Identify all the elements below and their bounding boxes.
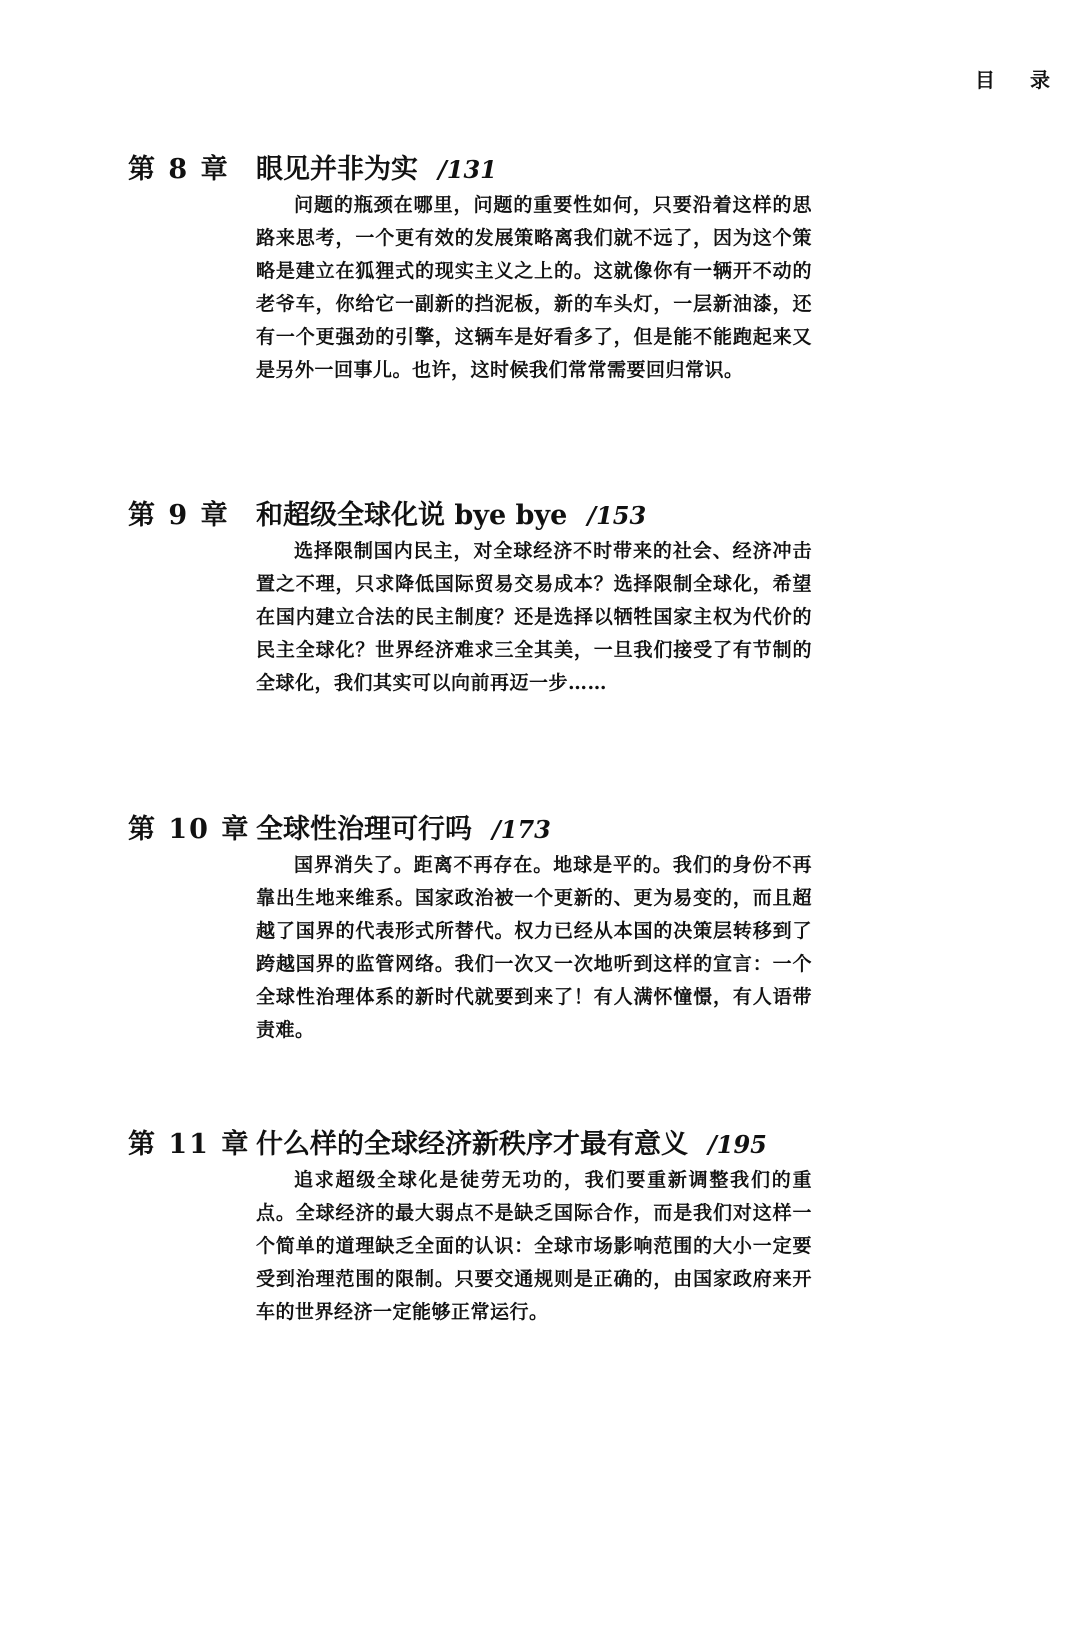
chapter-title-line <box>256 1122 767 1161</box>
chapter-page-number: /131 <box>438 155 497 184</box>
chapter-summary: 选择限制国内民主，对全球经济不时带来的社会、经济冲击置之不理，只求降低国际贸易交易成本？选择限制全球化，希望在国内建立合法的民主制度？还是选择以牺牲国家主权为代价的民主全球化？世界经济难求三全其美，一旦我们接受了有节制的全球化，我们其实可以向前再迈一步…… <box>256 540 812 694</box>
chapter-number: 第 9 章 <box>128 500 230 531</box>
chapter-title-line <box>256 807 551 846</box>
chapter-number: 第 8 章 <box>128 154 230 185</box>
chapter-title: 和超级全球化说 bye bye <box>256 500 568 531</box>
chapter-title-line <box>256 147 497 186</box>
chapter-title: 眼见并非为实 <box>256 154 418 185</box>
chapter-title: 全球性治理可行吗 <box>256 814 472 845</box>
chapter-number: 第 11 章 <box>128 1129 251 1160</box>
chapter-page-number: /195 <box>708 1130 767 1159</box>
chapter-page-number: /153 <box>587 501 647 530</box>
chapter-page-number: /173 <box>492 815 551 844</box>
chapter-summary: 问题的瓶颈在哪里，问题的重要性如何，只要沿着这样的思路来思考，一个更有效的发展策略离我们就不远了，因为这个策略是建立在狐狸式的现实主义之上的。这就像你有一辆开不动的老爷车，你给它一副新的挡泥板，新的车头灯，一层新油漆，还有一个更强劲的引擎，这辆车是好看多了，但是能不能跑起来又是另外一回事儿。也许，这时候我们常常需要回归常识。 <box>256 194 812 381</box>
chapter-number: 第 10 章 <box>128 814 251 845</box>
running-header: 目 录 <box>975 68 1064 92</box>
chapter-title: 什么样的全球经济新秩序才最有意义 <box>256 1129 688 1160</box>
chapter-summary: 国界消失了。距离不再存在。地球是平的。我们的身份不再靠出生地来维系。国家政治被一个更新的、更为易变的，而且超越了国界的代表形式所替代。权力已经从本国的决策层转移到了跨越国界的监管网络。我们一次又一次地听到这样的宣言：一个全球性治理体系的新时代就要到来了！有人满怀憧憬，有人语带责难。 <box>256 854 812 1041</box>
chapter-title-line <box>256 493 646 532</box>
chapter-summary: 追求超级全球化是徒劳无功的，我们要重新调整我们的重点。全球经济的最大弱点不是缺乏国际合作，而是我们对这样一个简单的道理缺乏全面的认识：全球市场影响范围的大小一定要受到治理范围的限制。只要交通规则是正确的，由国家政府来开车的世界经济一定能够正常运行。 <box>256 1169 812 1323</box>
